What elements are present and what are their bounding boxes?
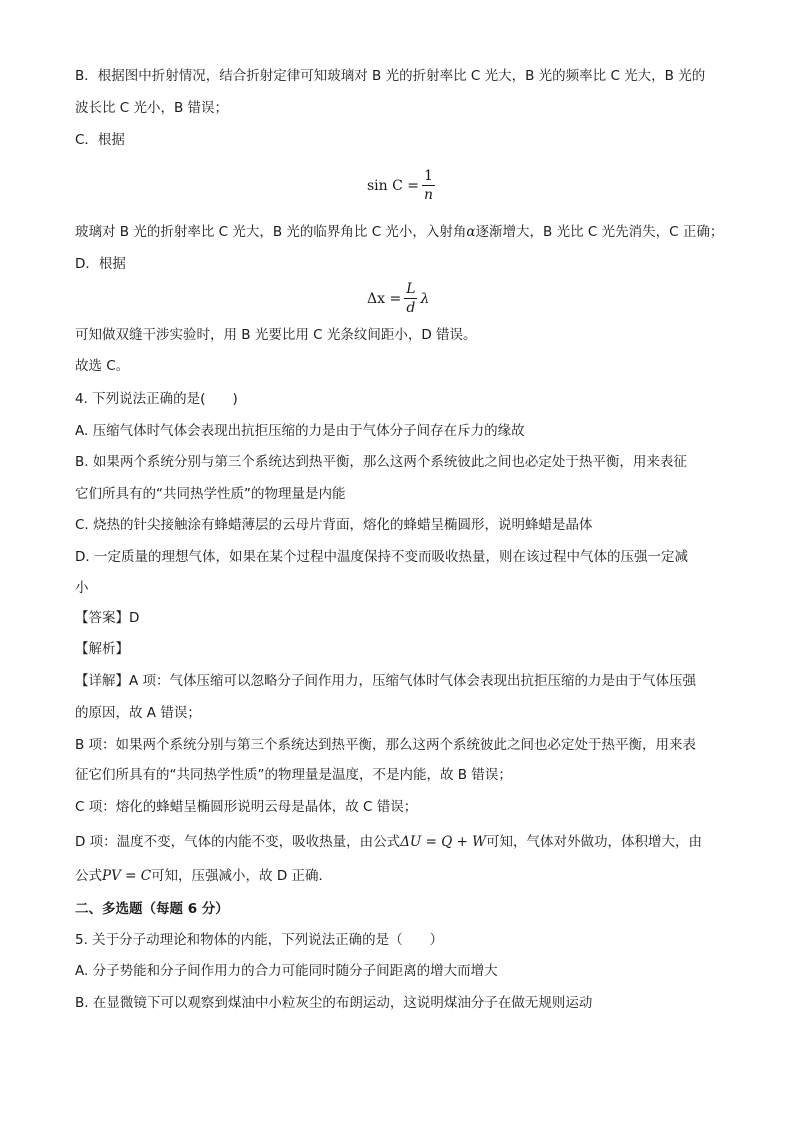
option-a: A. 分子势能和分子间作用力的合力可能同时随分子间距离的增大而增大: [75, 963, 498, 979]
lambda-symbol: λ: [420, 290, 430, 307]
formula-lhs: sin C =: [367, 177, 420, 194]
detail-line: B 项：如果两个系统分别与第三个系统达到热平衡，那么这两个系统彼此之间也必定处于热平衡，用来表: [75, 737, 697, 753]
detail-line: [75, 832, 702, 852]
option-b-cont: 它们所具有的“共同热学性质”的物理量是内能: [75, 486, 346, 502]
text-line: C．根据: [75, 132, 125, 148]
text-line: B．根据图中折射情况，结合折射定律可知玻璃对 B 光的折射率比 C 光大，B 光的频率比 C 光大，B 光的: [75, 68, 706, 84]
formula-first-law: ΔU = Q + W: [400, 834, 487, 850]
detail-line: 【详解】A 项：气体压缩可以忽略分子间作用力，压缩气体时气体会表现出抗拒压缩的力是由于气体压强: [75, 673, 697, 689]
analysis-label: 【解析】: [75, 641, 129, 657]
option-b: B. 在显微镜下可以观察到煤油中小粒灰尘的布朗运动，这说明煤油分子在做无规则运动: [75, 995, 593, 1011]
text-line: D．根据: [75, 256, 126, 272]
question-5-stem: 5. 关于分子动理论和物体的内能，下列说法正确的是（ ）: [75, 932, 444, 948]
numerator: 1: [424, 168, 433, 184]
text-span: D 项：温度不变，气体的内能不变，吸收热量，由公式: [75, 834, 401, 850]
question-4-stem: 4. 下列说法正确的是( ): [75, 391, 238, 407]
option-a: A. 压缩气体时气体会表现出抗拒压缩的力是由于气体分子间存在斥力的缘故: [75, 423, 525, 439]
answer-label: 【答案】D: [75, 610, 140, 626]
fraction: [422, 168, 435, 203]
text-line: [75, 222, 723, 242]
option-c: C. 烧热的针尖接触涂有蜂蜡薄层的云母片背面，熔化的蜂蜡呈椭圆形，说明蜂蜡是晶体: [75, 517, 593, 533]
numerator: L: [406, 281, 416, 297]
text-line: 波长比 C 光小，B 错误；: [75, 100, 229, 116]
detail-line: 的原因，故 A 错误；: [75, 705, 201, 721]
denominator: d: [406, 300, 416, 316]
text-span: 可知，气体对外做功，体积增大，由: [486, 834, 703, 850]
option-b: B. 如果两个系统分别与第三个系统达到热平衡，那么这两个系统彼此之间也必定处于热平衡，用来表征: [75, 454, 687, 470]
formula-sin-c: [367, 168, 438, 203]
option-d-cont: 小: [75, 580, 89, 596]
formula-gas-law: PV = C: [102, 868, 152, 884]
fraction: [404, 281, 417, 316]
denominator: n: [423, 187, 433, 203]
text-span: 公式: [75, 868, 102, 884]
detail-line: C 项：熔化的蜂蜡呈椭圆形说明云母是晶体，故 C 错误；: [75, 799, 418, 815]
section-heading: 二、多选题（每题 6 分）: [75, 901, 229, 917]
text-line: 故选 C。: [75, 358, 130, 374]
text-span: 逐渐增大，B 光比 C 光先消失，C 正确；: [475, 224, 724, 240]
text-span: 玻璃对 B 光的折射率比 C 光大，B 光的临界角比 C 光小，入射角: [75, 224, 467, 240]
text-span: 可知，压强减小，故 D 正确．: [151, 868, 333, 884]
formula-fringe-spacing: [367, 281, 429, 316]
detail-line: [75, 866, 332, 886]
alpha-symbol: α: [466, 224, 476, 240]
option-d: D. 一定质量的理想气体，如果在某个过程中温度保持不变而吸收热量，则在该过程中气体的压强一定减: [75, 549, 688, 565]
formula-lhs: Δx =: [367, 290, 402, 307]
text-line: 可知做双缝干涉实验时，用 B 光要比用 C 光条纹间距小，D 错误。: [75, 327, 477, 343]
detail-line: 征它们所具有的“共同热学性质”的物理量是温度，不是内能，故 B 错误；: [75, 767, 512, 783]
